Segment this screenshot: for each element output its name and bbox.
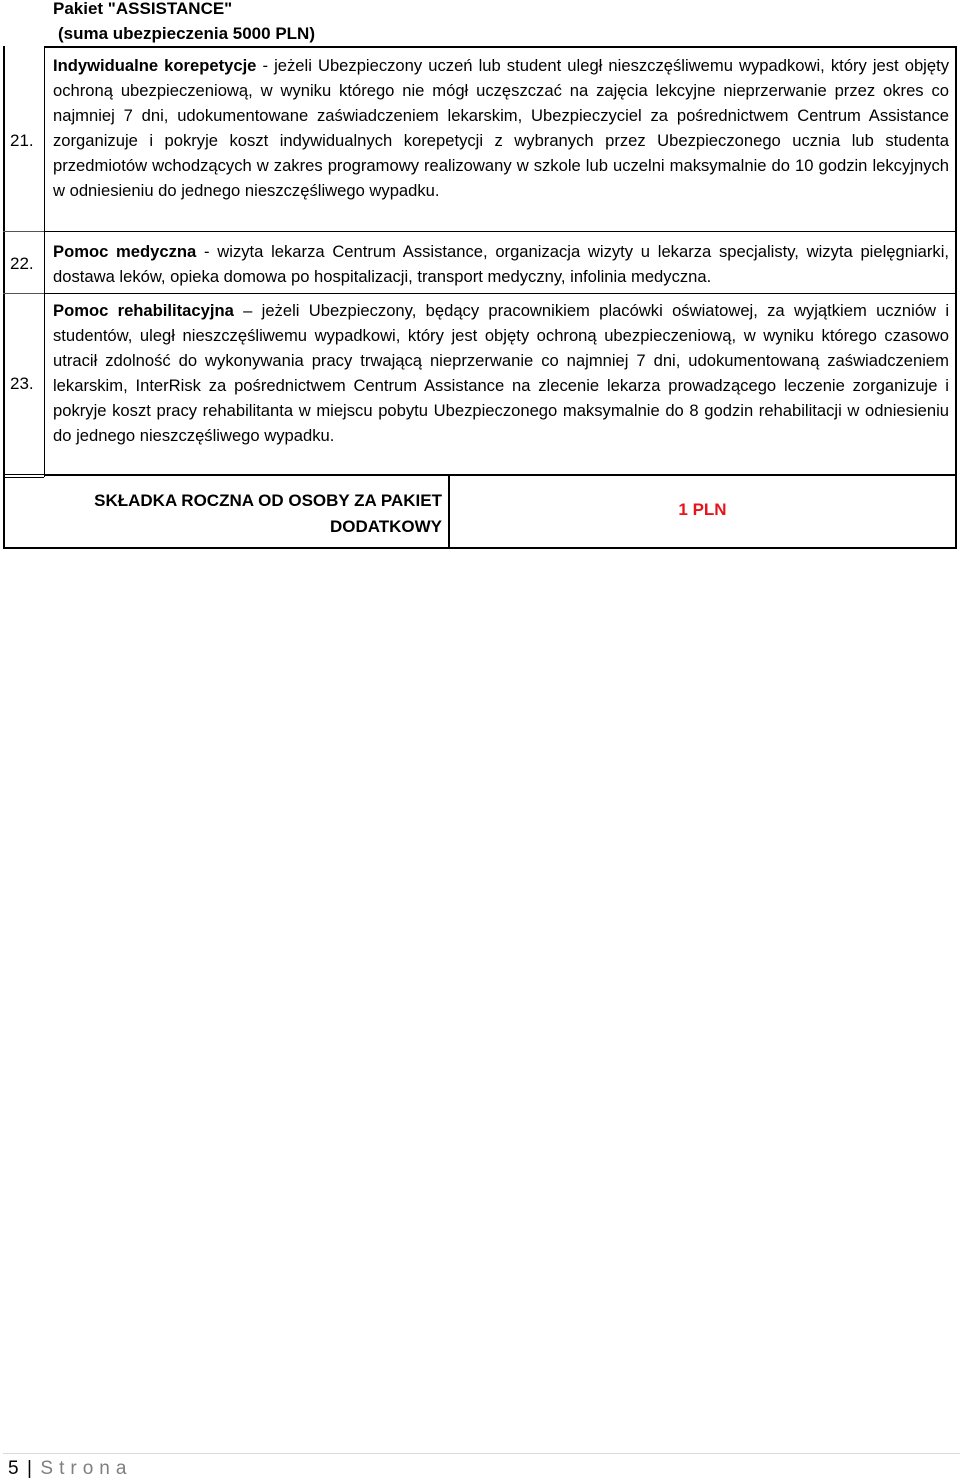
coverage-term-22: Pomoc medyczna bbox=[53, 242, 197, 261]
coverage-text-21 bbox=[53, 53, 949, 203]
premium-value: 1 PLN bbox=[678, 500, 727, 519]
number-col-bottom-1 bbox=[3, 474, 44, 475]
number-col-bottom-2 bbox=[3, 477, 44, 478]
page-number: 5 bbox=[8, 1458, 19, 1479]
premium-left-border bbox=[3, 476, 5, 549]
row-number-21: 21. bbox=[10, 131, 34, 150]
premium-bottom-border bbox=[3, 547, 957, 549]
table-left-border bbox=[3, 46, 5, 476]
number-divider-21-22 bbox=[3, 231, 44, 232]
premium-right-border bbox=[955, 476, 957, 549]
premium-label bbox=[10, 488, 442, 540]
row-number-23: 23. bbox=[10, 374, 34, 393]
coverage-term-21: Indywidualne korepetycje bbox=[53, 56, 257, 75]
row-number-22: 22. bbox=[10, 254, 34, 273]
coverage-text-23 bbox=[53, 298, 949, 448]
premium-label-line1: SKŁADKA ROCZNA OD OSOBY ZA PAKIET bbox=[94, 491, 442, 510]
package-title: Pakiet "ASSISTANCE" bbox=[53, 0, 233, 18]
coverage-desc-22: - wizyta lekarza Centrum Assistance, organizacja wizyty u lekarza specjalisty, wizyta pielęgniarki, dostawa leków, opieka domowa po hospitalizacji, transport medyczny, infolinia medyczna. bbox=[53, 242, 950, 286]
premium-label-line2: DODATKOWY bbox=[329, 517, 442, 536]
footer-separator: | bbox=[27, 1458, 32, 1479]
coverage-text-22 bbox=[53, 239, 949, 289]
footer-rule bbox=[3, 1453, 960, 1454]
table-top-border bbox=[44, 46, 957, 48]
page-label: Strona bbox=[40, 1458, 133, 1479]
page-footer bbox=[8, 1458, 132, 1480]
row-divider-21-22 bbox=[44, 231, 957, 232]
row-divider-22-23 bbox=[44, 293, 957, 294]
number-column-divider bbox=[44, 46, 45, 477]
coverage-desc-21: - jeżeli Ubezpieczony uczeń lub student uległ nieszczęśliwemu wypadkowi, który jest objęty ochroną ubezpieczeniową, w wyniku którego nie mógł uczęszczać na zajęcia lekcyjne nieprzerwanie przez okres co najmniej 7 dni, udokumentowane zaświadczeniem lekarskim, Ubezpieczyciel za pośrednictwem Centrum Assistance zorganizuje i pokryje koszt indywidualnych korepetycji z wybranych przez Ubezpieczonego ucznia lub studenta przedmiotów wchodzących w zakres programowy realizowany w szkole lub uczelni maksymalnie do 10 godzin lekcyjnych w odniesieniu do jednego nieszczęśliwego wypadku. bbox=[53, 56, 950, 200]
table-right-border bbox=[955, 46, 957, 476]
coverage-desc-23: – jeżeli Ubezpieczony, będący pracownikiem placówki oświatowej, za wyjątkiem uczniów i studentów, uległ nieszczęśliwemu wypadkowi, który jest objęty ochroną ubezpieczeniową, w wyniku którego czasowo utracił zdolność do wykonywania pracy trwającą nieprzerwanie co najmniej 7 dni, udokumentowaną zaświadczeniem lekarskim, InterRisk za pośrednictwem Centrum Assistance na zlecenie lekarza prowadzącego leczenie zorganizuje i pokryje koszt pracy rehabilitanta w miejscu pobytu Ubezpieczonego maksymalnie do 8 godzin rehabilitacji w odniesieniu do jednego nieszczęśliwego wypadku. bbox=[53, 301, 950, 445]
row-divider-23-premium bbox=[44, 474, 957, 476]
package-subtitle: (suma ubezpieczenia 5000 PLN) bbox=[58, 24, 315, 43]
coverage-term-23: Pomoc rehabilitacyjna bbox=[53, 301, 234, 320]
number-divider-22-23 bbox=[3, 293, 44, 294]
